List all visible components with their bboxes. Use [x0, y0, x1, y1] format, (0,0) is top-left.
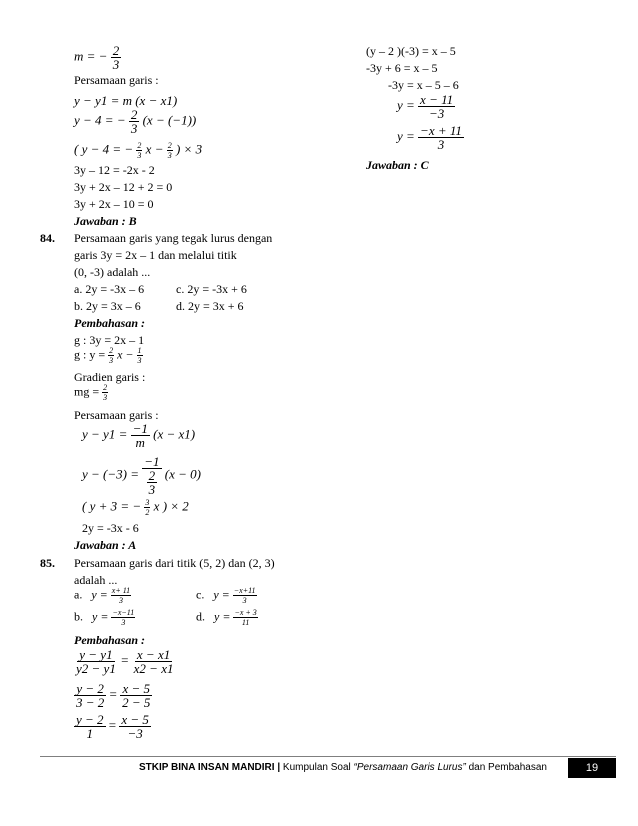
- option-d: d. y = $\frac{-x + 3}{11}$: [196, 608, 257, 627]
- multiply-step: ( y + 3 = − $\frac{3}{2}$ x ) × 2: [82, 498, 189, 517]
- step-line: (y – 2 )(-3) = x – 5: [366, 44, 456, 58]
- footer-institution: STKIP BINA INSAN MANDIRI: [139, 762, 275, 773]
- question-text: adalah ...: [74, 573, 118, 587]
- two-point-formula: $\frac{y - y1}{y2 - y1}$ = $\frac{x - x1}{x2 - x1}$: [76, 647, 174, 676]
- step-line: -3y = x – 5 – 6: [388, 78, 459, 92]
- page-number: 19: [568, 758, 616, 778]
- step-line: 2y = -3x - 6: [82, 521, 139, 535]
- substitution-step: y − (−3) = $\frac{-1}{\frac{2}{3}}$ (x − 0): [82, 454, 201, 497]
- question-number: 84.: [40, 231, 55, 245]
- option-c: c. 2y = -3x + 6: [176, 282, 247, 296]
- question-number: 85.: [40, 556, 55, 570]
- result-step: y = $\frac{x - 11}{-3}$: [397, 92, 454, 121]
- step-line: -3y + 6 = x – 5: [366, 61, 438, 75]
- answer-label: Jawaban : C: [366, 158, 429, 172]
- step-line: 3y + 2x – 12 + 2 = 0: [74, 180, 173, 194]
- option-a: a. 2y = -3x – 6: [74, 282, 145, 296]
- footer-title: “Persamaan Garis Lurus”: [353, 762, 466, 773]
- footer-caption: STKIP BINA INSAN MANDIRI | Kumpulan Soal “Persamaan Garis Lurus” dan Pembahasan: [139, 762, 547, 773]
- perpendicular-formula: y − y1 = $\frac{-1}{m}$ (x − x1): [82, 421, 196, 450]
- line-equation-label: Persamaan garis :: [74, 408, 159, 422]
- substitution-step: y − 4 = − $\frac{2}{3}$ (x − (−1)): [74, 107, 197, 136]
- point-slope-formula: y − y1 = m (x − x1): [74, 93, 178, 108]
- footer-divider: [40, 756, 616, 757]
- simplified-step: $\frac{y - 2}{1}$ = $\frac{x - 5}{-3}$: [76, 712, 149, 741]
- option-b: b. y = $\frac{-x-11}{3}$: [74, 608, 135, 627]
- option-a: a. y = $\frac{x+ 11}{3}$: [74, 586, 131, 605]
- step-line: 3y + 2x – 10 = 0: [74, 197, 154, 211]
- slope-equation: m = − $\frac{2}{3}$: [74, 43, 120, 72]
- solution-label: Pembahasan :: [74, 316, 146, 330]
- question-text: Persamaan garis yang tegak lurus dengan: [74, 231, 273, 245]
- question-text: (0, -3) adalah ...: [74, 265, 151, 279]
- option-c: c. y = $\frac{-x+11}{3}$: [196, 586, 256, 605]
- gradient-value: mg = $\frac{2}{3}$: [74, 383, 108, 402]
- line-equation-label: Persamaan garis :: [74, 73, 159, 87]
- step-line: g : 3y = 2x – 1: [74, 333, 145, 347]
- final-result: y = $\frac{-x + 11}{3}$: [397, 123, 462, 152]
- answer-label: Jawaban : B: [74, 214, 137, 228]
- step-line: 3y – 12 = -2x - 2: [74, 163, 155, 177]
- question-text: Persamaan garis dari titik (5, 2) dan (2, 3): [74, 556, 275, 570]
- question-text: garis 3y = 2x – 1 dan melalui titik: [74, 248, 237, 262]
- multiply-step: ( y − 4 = − $\frac{2}{3}$ x − $\frac{2}{3}$ ) × 3: [74, 141, 203, 160]
- gradient-label: Gradien garis :: [74, 370, 146, 384]
- option-d: d. 2y = 3x + 6: [176, 299, 244, 313]
- substitution-step: $\frac{y - 2}{3 - 2}$ = $\frac{x - 5}{2 - 5}$: [76, 681, 151, 710]
- step-line: g : y = $\frac{2}{3}$ x − $\frac{1}{3}$: [74, 346, 142, 365]
- answer-label: Jawaban : A: [74, 538, 137, 552]
- solution-label: Pembahasan :: [74, 633, 146, 647]
- option-b: b. 2y = 3x – 6: [74, 299, 141, 313]
